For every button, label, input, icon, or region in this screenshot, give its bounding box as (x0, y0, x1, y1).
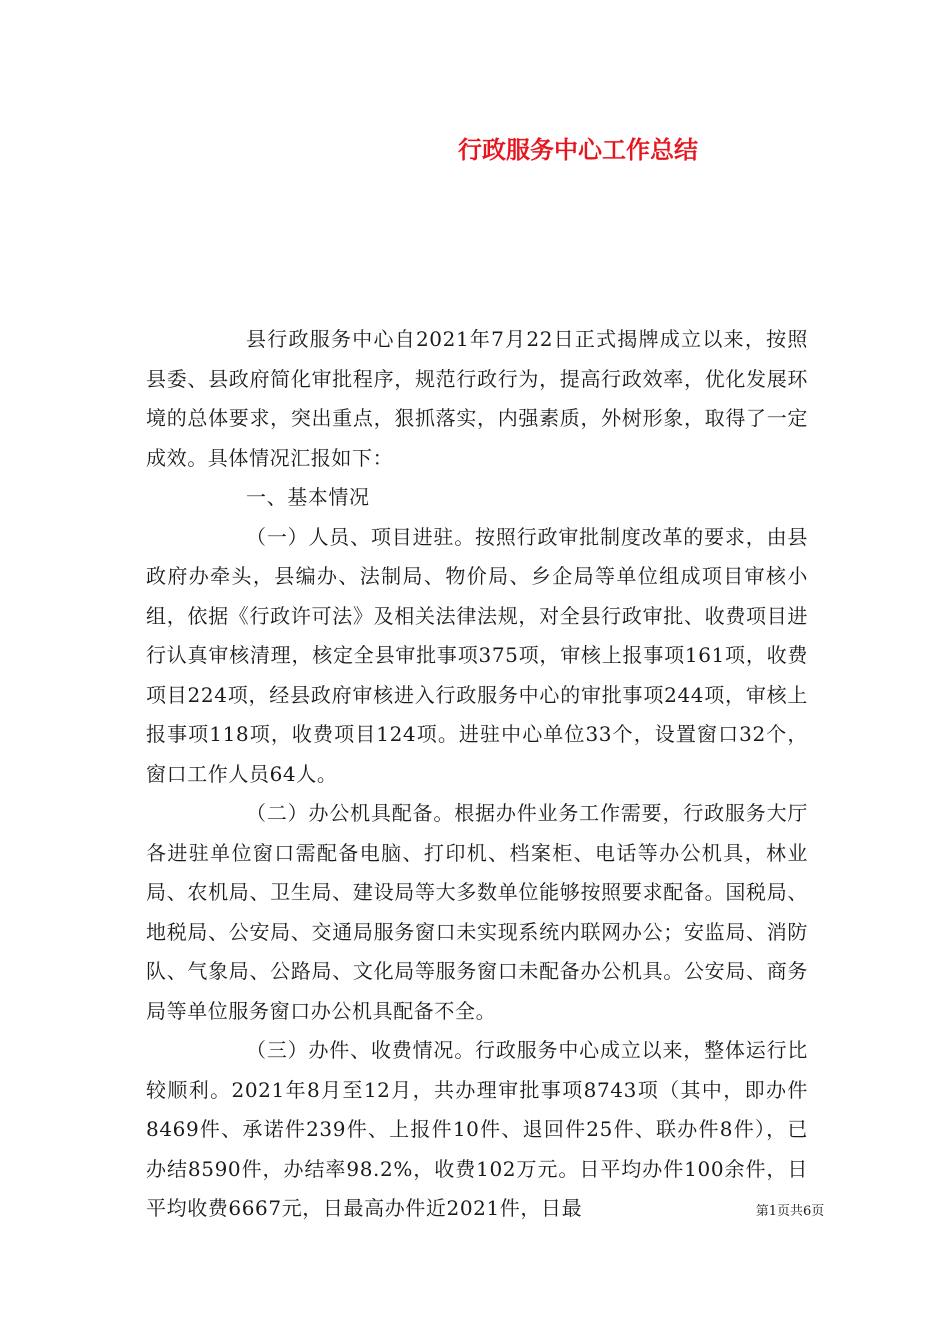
paragraph-processing-fees: （三）办件、收费情况。行政服务中心成立以来，整体运行比较顺利。2021年8月至12月，共办理审批事项8743项（其中，即办件8469件、承诺件239件、上报件10件、退回件25件、联办件8件），已办结8590件，办结率98.2%，收费102万元。日平均办件100余件，日平均收费6667元，日最高办件近2021件，日最 (146, 1038, 808, 1220)
page-footer: 第1页共6页 (755, 1204, 825, 1219)
paragraph-office-equipment: （二）办公机具配备。根据办件业务工作需要，行政服务大厅各进驻单位窗口需配备电脑、打印机、档案柜、电话等办公机具，林业局、农机局、卫生局、建设局等大多数单位能够按照要求配备。国税局、地税局、公安局、交通局服务窗口未实现系统内联网办公；安监局、消防队、气象局、公路局、文化局等服务窗口未配备办公机具。公安局、商务局等单位服务窗口办公机具配备不全。 (146, 801, 808, 1023)
section-heading-basic-situation: 一、基本情况 (246, 485, 370, 509)
document-title: 行政服务中心工作总结 (458, 136, 698, 164)
paragraph-personnel-projects: （一）人员、项目进驻。按照行政审批制度改革的要求，由县政府办牵头，县编办、法制局、物价局、乡企局等单位组成项目审核小组，依据《行政许可法》及相关法律法规，对全县行政审批、收费项目进行认真审核清理，核定全县审批事项375项，审核上报事项161项，收费项目224项，经县政府审核进入行政服务中心的审批事项244项，审核上报事项118项，收费项目124项。进驻中心单位33个，设置窗口32个，窗口工作人员64人。 (146, 524, 808, 786)
paragraph-intro: 县行政服务中心自2021年7月22日正式揭牌成立以来，按照县委、县政府简化审批程序，规范行政行为，提高行政效率，优化发展环境的总体要求，突出重点，狠抓落实，内强素质，外树形象，取得了一定成效。具体情况汇报如下： (146, 327, 808, 470)
document-body (146, 320, 808, 1229)
